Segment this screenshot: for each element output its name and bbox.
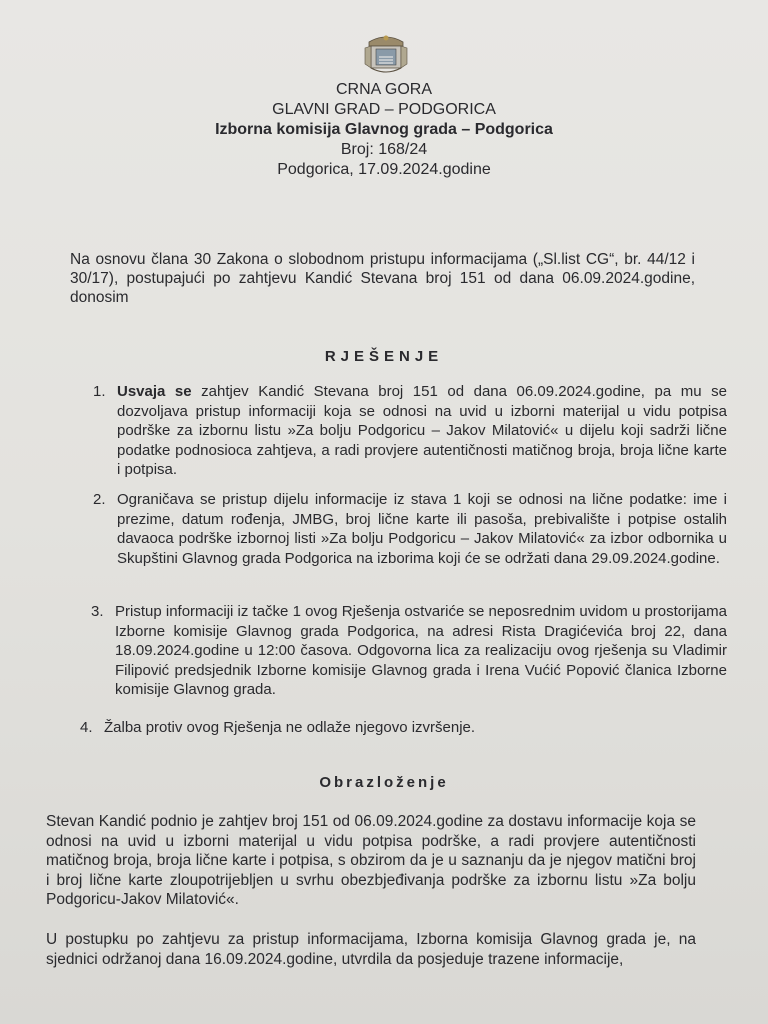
coat-of-arms-icon	[361, 32, 411, 76]
item-number: 3.	[91, 603, 104, 620]
document-header	[0, 80, 768, 180]
reasoning-title: Obrazloženje	[319, 774, 449, 791]
item-text: Ograničava se pristup dijelu informacije iz stava 1 koji se odnosi na lične podatke: ime i prezime, datum rođenja, JMBG, broj lične karte ili pasoša, prebivalište i potpise ostalih davaoca podrške izbornoj listi »Za bolju Podgoricu – Jakov Milatović« za izbor odbornika u Skupštini Glavnog grada Podgorica na izborima koji će se održati dana 29.09.2024.godine.	[117, 491, 727, 567]
item-number: 2.	[93, 491, 106, 508]
item-number: 4.	[80, 719, 93, 736]
header-city: GLAVNI GRAD – PODGORICA	[272, 101, 496, 118]
decision-title: RJEŠENJE	[324, 348, 444, 365]
intro-paragraph: Na osnovu člana 30 Zakona o slobodnom pristupu informacijama („Sl.list CG“, br. 44/12 i 30/17), postupajući po zahtjevu Kandić Stevana broj 151 od dana 06.09.2024.godine, donosim	[70, 251, 695, 306]
item-text: zahtjev Kandić Stevana broj 151 od dana 06.09.2024.godine, pa mu se dozvoljava pristup informaciji koja se odnosi na uvid u izborni materijal u vidu potpisa podrške za izbornu listu »Za bolju Podgoricu – Jakov Milatović« u dijelu koji sadrži lične podatke podnosioca zahtjeva, a radi provjere autentičnosti matičnog broja, broja lične karte i potpisa.	[117, 383, 727, 478]
item-text: Žalba protiv ovog Rješenja ne odlaže njegovo izvršenje.	[104, 719, 476, 736]
header-commission: Izborna komisija Glavnog grada – Podgorica	[215, 121, 553, 138]
item-text: Pristup informaciji iz tačke 1 ovog Rješenja ostvariće se neposrednim uvidom u prostorijama Izborne komisije Glavnog grada Podgorica, na adresi Rista Dragićevića broj 22, dana 18.09.2024.godine u 12:00 časova. Odgovorna lica za realizaciju ovog rješenja su Vladimir Filipović predsjednik Izborne komisije Glavnog grada i Irena Vućić Popović članica Izborne komisije Glavnog grada.	[115, 603, 727, 698]
reasoning-paragraph-1: Stevan Kandić podnio je zahtjev broj 151 od 06.09.2024.godine za dostavu informacije koja se odnosi na uvid u izborni materijal u vidu potpisa podrške, a radi provjere autentičnosti matičnog broja, broja lične karte i potpisa, s obzirom da je u saznanju da je njegov matični broj i broj lične karte zloupotrijebljen u svrhu obezbjeđivanja podrške za izbornu listu »Za bolju Podgoricu-Jakov Milatović«.	[46, 813, 696, 908]
item-number: 1.	[93, 383, 106, 400]
decision-item-4	[80, 718, 724, 738]
decision-item-3	[91, 602, 727, 700]
header-country: CRNA GORA	[335, 81, 432, 98]
reasoning-paragraph-2: U postupku po zahtjevu za pristup informacijama, Izborna komisija Glavnog grada je, na sjednici održanoj dana 16.09.2024.godine, utvrdila da posjeduje trazene informacije,	[46, 931, 696, 968]
item-bold-lead: Usvaja se	[117, 383, 192, 400]
header-place-date: Podgorica, 17.09.2024.godine	[277, 161, 491, 178]
decision-item-2	[93, 490, 727, 568]
decision-item-1	[93, 382, 727, 480]
header-number: Broj: 168/24	[340, 141, 428, 158]
